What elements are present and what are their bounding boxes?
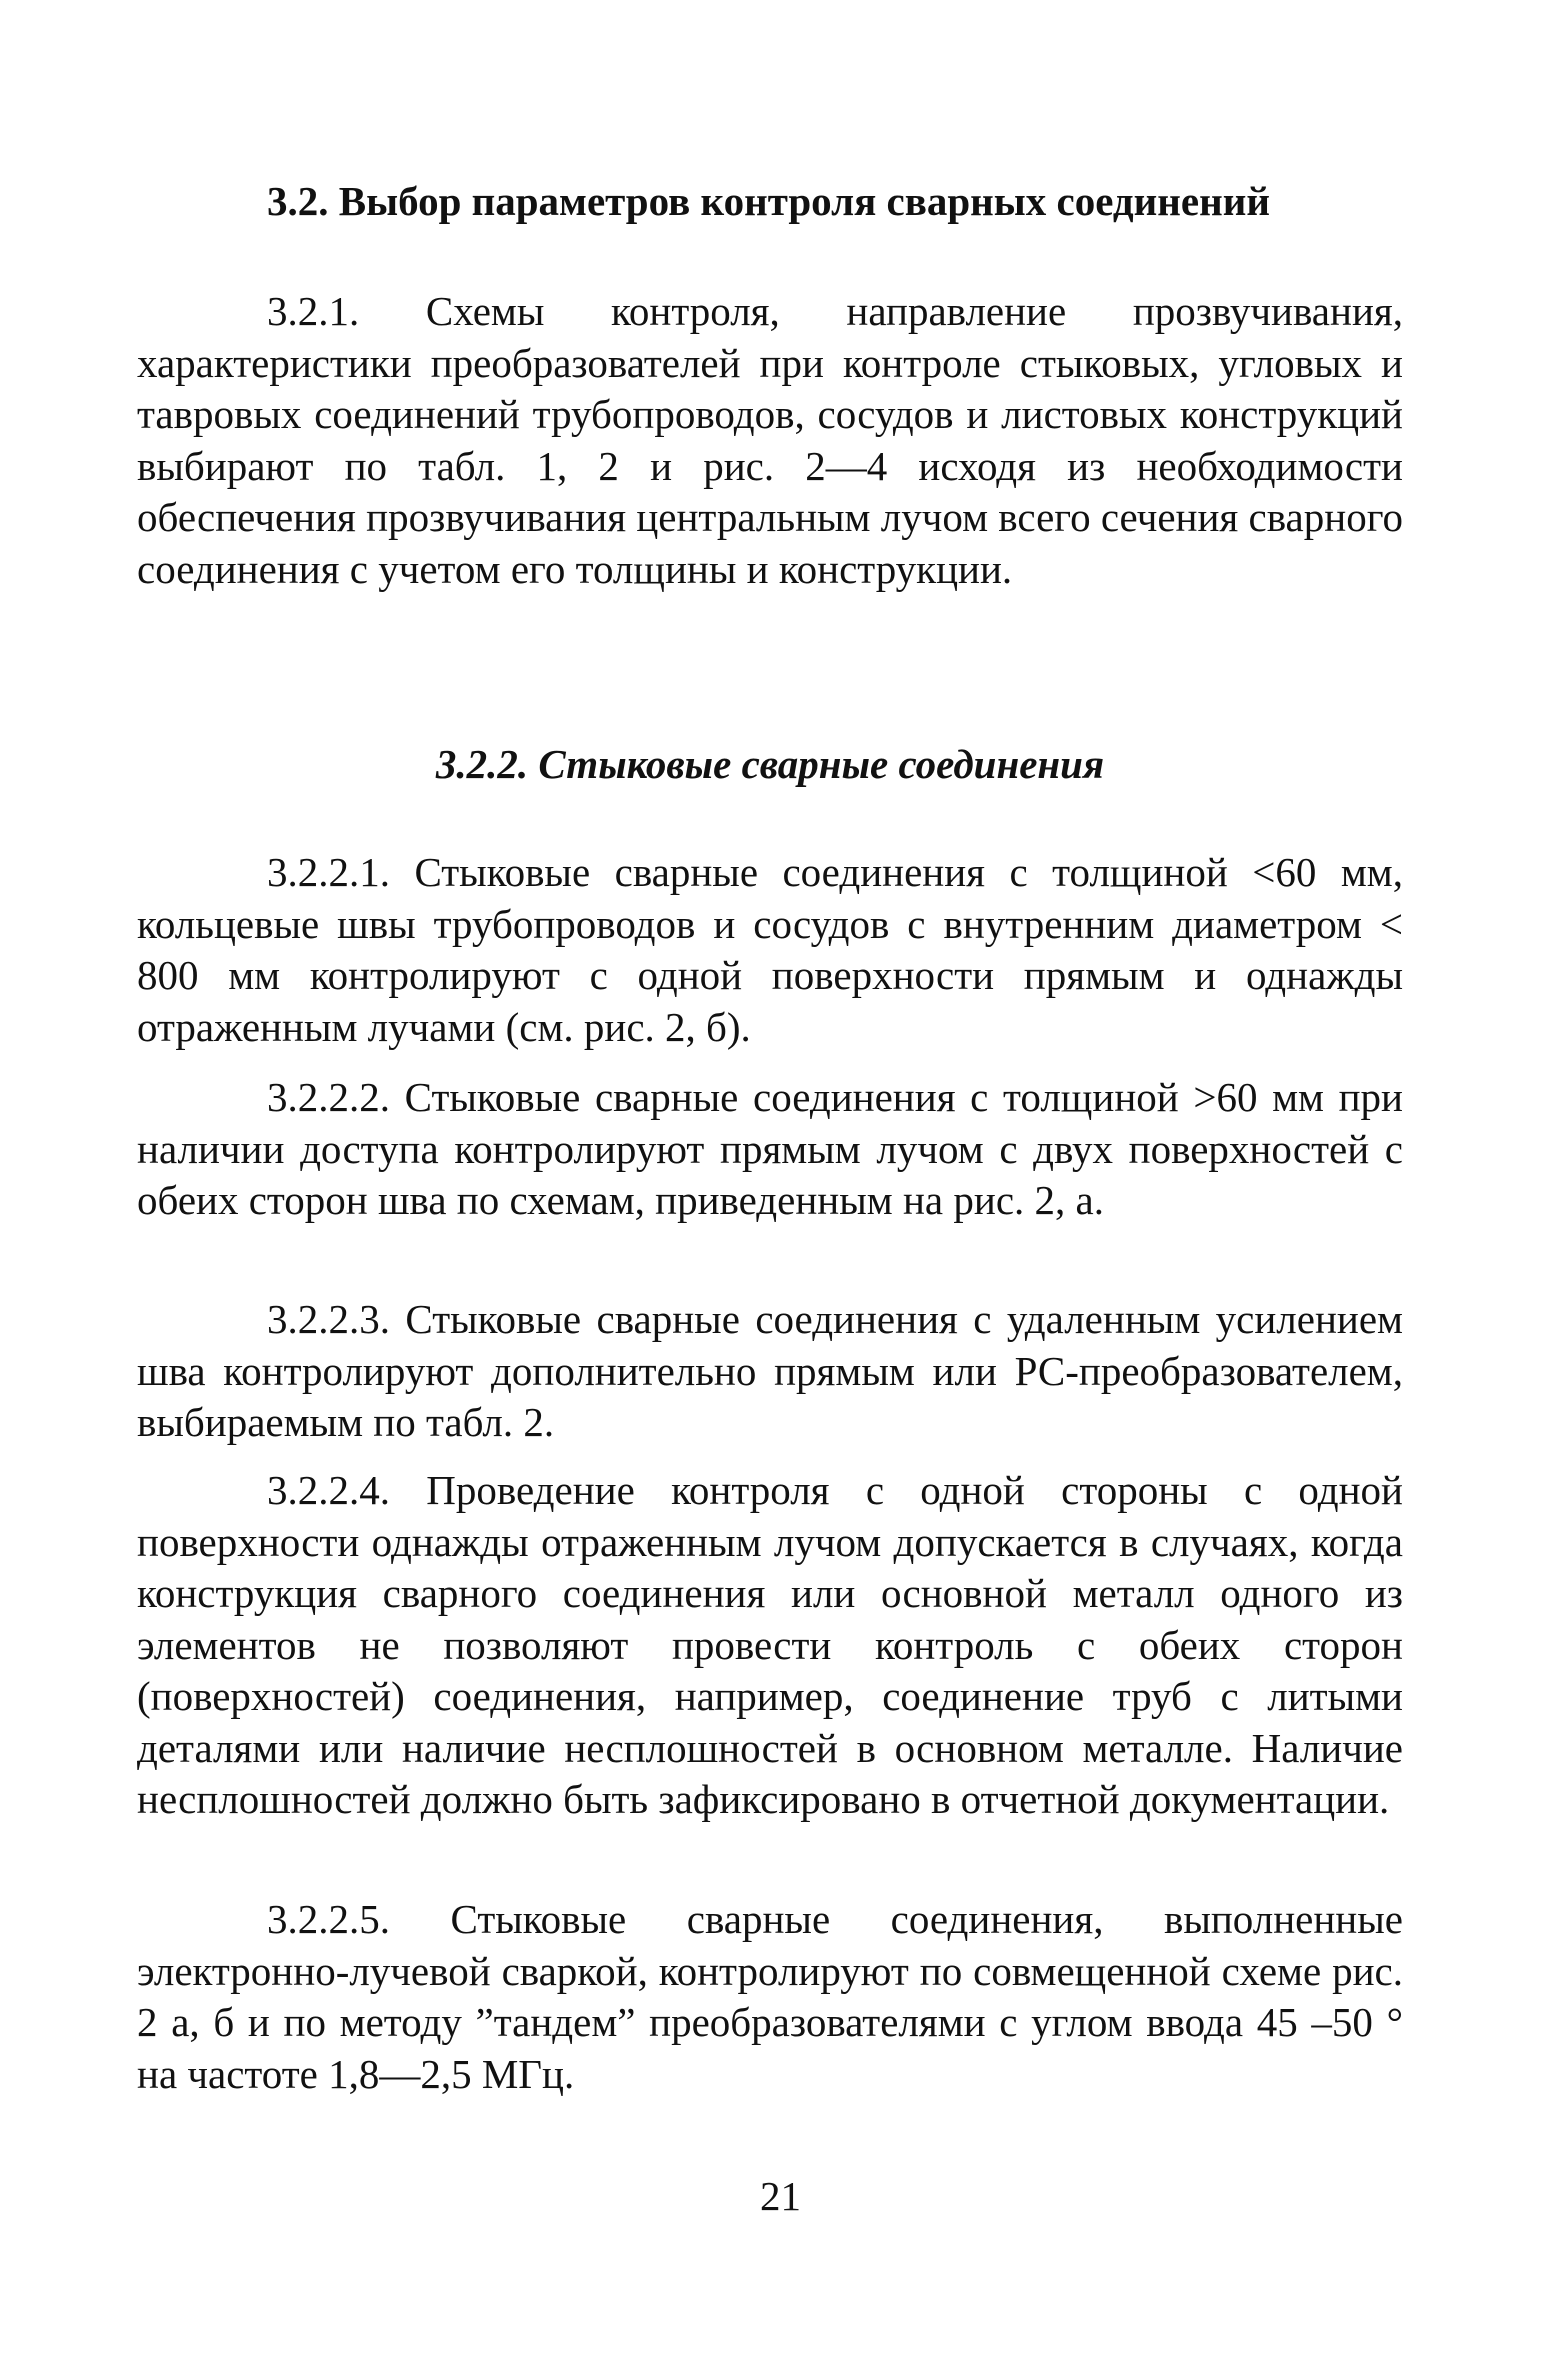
page-number: 21 (760, 2173, 801, 2219)
paragraph-3-2-2-3: 3.2.2.3. Стыковые сварные соединения с удаленным усилением шва контролируют дополнительно прямым или РС-преобразователем, выбираемым по табл. 2. (137, 1296, 1403, 1445)
paragraph-3-2-1: 3.2.1. Схемы контроля, направление прозвучивания, характеристики преобразователей при контроле стыковых, угловых и тавровых соединений трубопроводов, сосудов и листовых конструкций выбирают по табл. 1, 2 и рис. 2—4 исходя из необходимости обеспечения прозвучивания центральным лучом всего сечения сварного соединения с учетом его толщины и конструкции. (137, 288, 1403, 592)
paragraph-3-2-2-5: 3.2.2.5. Стыковые сварные соединения, выполненные электронно-лучевой сваркой, контролируют по совмещенной схеме рис. 2 а, б и по методу ”тандем” преобразователями с углом ввода 45 –50 ° на частоте 1,8—2,5 МГц. (137, 1896, 1403, 2097)
subsection-title: 3.2.2. Стыковые сварные соединения (435, 741, 1105, 787)
section-title: 3.2. Выбор параметров контроля сварных соединений (267, 178, 1270, 224)
paragraph-3-2-2-1: 3.2.2.1. Стыковые сварные соединения с толщиной <60 мм, кольцевые швы трубопроводов и сосудов с внутренним диаметром < 800 мм контролируют с одной поверхности прямым и однажды отраженным лучами (см. рис. 2, б). (137, 849, 1403, 1050)
paragraph-3-2-2-4: 3.2.2.4. Проведение контроля с одной стороны с одной поверхности однажды отраженным лучом допускается в случаях, когда конструкция сварного соединения или основной металл одного из элементов не позволяют провести контроль с обеих сторон (поверхностей) соединения, например, соединение труб с литыми деталями или наличие несплошностей в основном металле. Наличие несплошностей должно быть зафиксировано в отчетной документации. (137, 1467, 1403, 1822)
paragraph-3-2-2-2: 3.2.2.2. Стыковые сварные соединения с толщиной >60 мм при наличии доступа контролируют прямым лучом с двух поверхностей с обеих сторон шва по схемам, приведенным на рис. 2, а. (137, 1074, 1403, 1223)
